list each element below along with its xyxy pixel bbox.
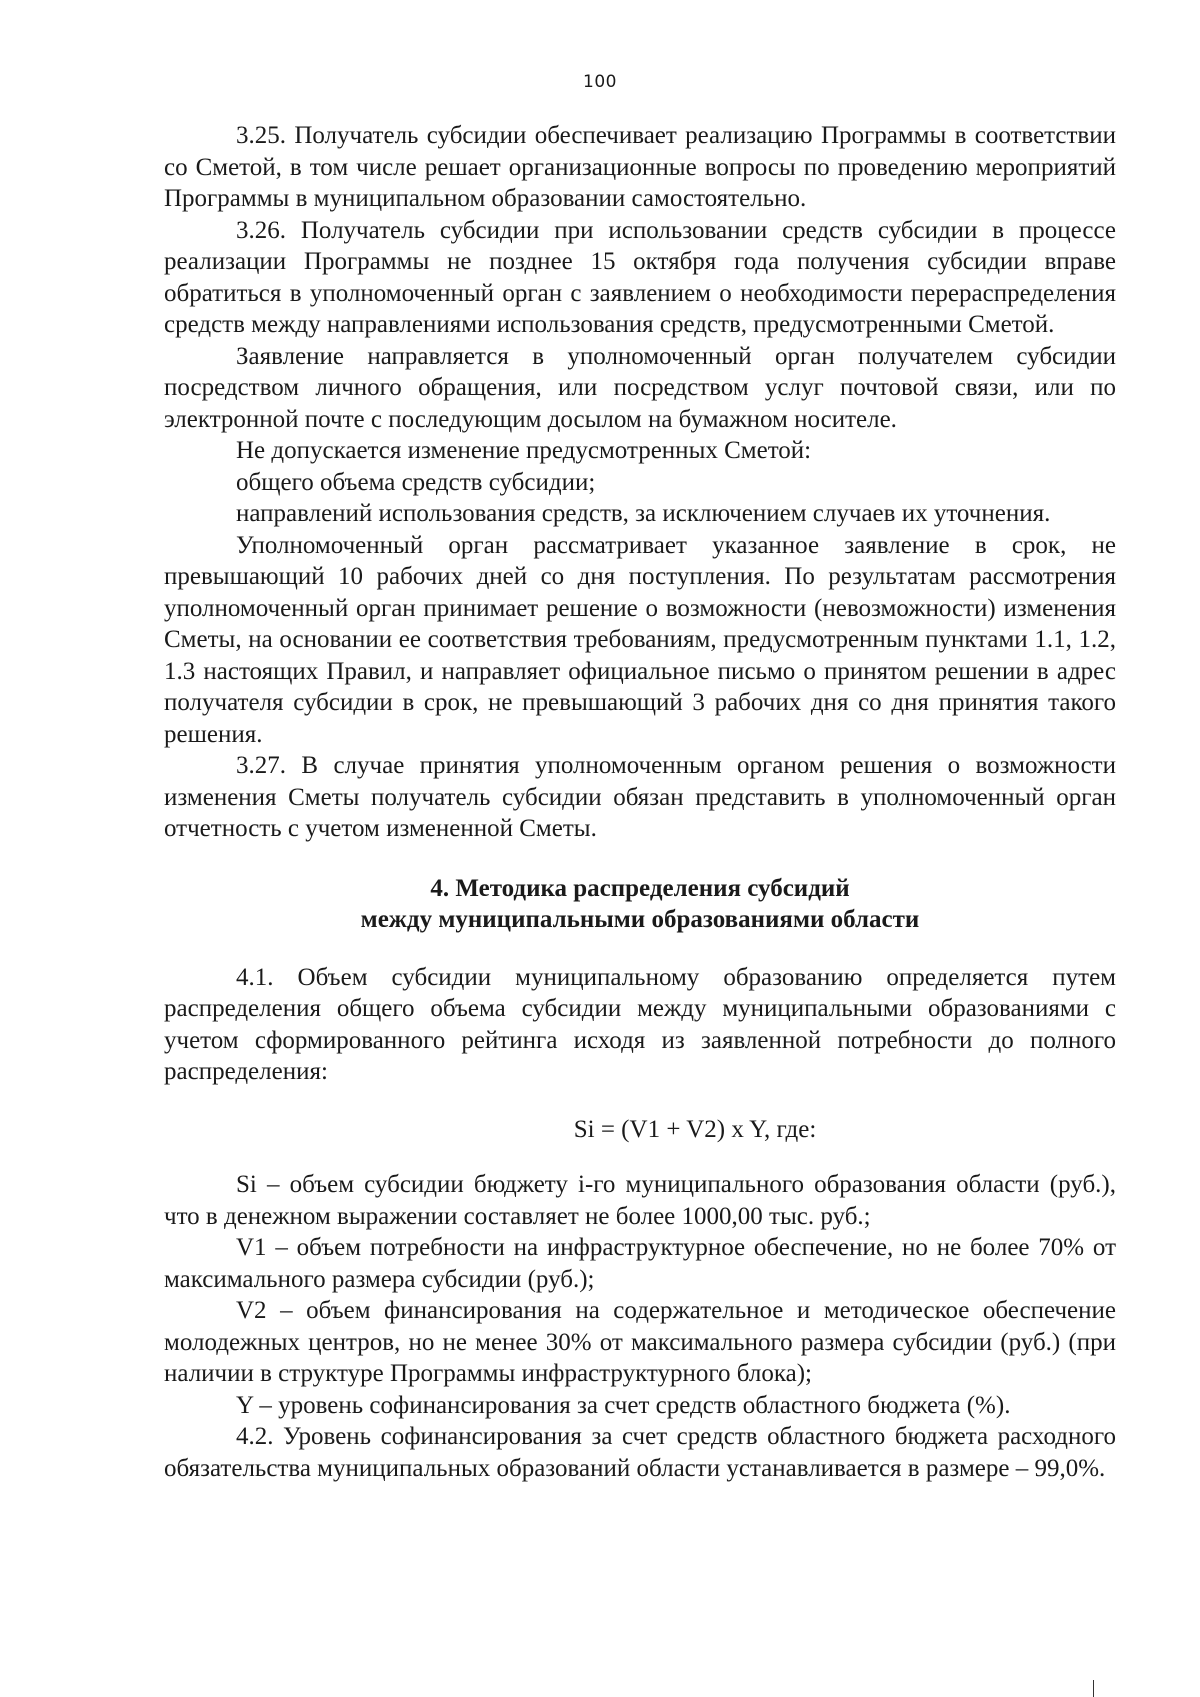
page-number: 100 [583,72,617,92]
definition-y: Y – уровень софинансирования за счет средств областного бюджета (%). [236,1391,1011,1419]
list-item-total-volume: общего объема средств субсидии; [236,468,596,496]
list-item-directions: направлений использования средств, за исключением случаев их уточнения. [236,500,1051,527]
paragraph-not-allowed: Не допускается изменение предусмотренных Сметой: [236,437,812,464]
definition-si: Si – объем субсидии бюджету i-го муниципального образования области (руб.), что в денежном выражении составляет не более 1000,00 тыс. руб.; [164,1171,1116,1230]
definition-v2: V2 – объем финансирования на содержательное и методическое обеспечение молодежных центров, но не менее 30% от максимального размера субсидии (руб.) (при наличии в структуре Программы инфраструктурного блока); [164,1297,1116,1387]
paragraph-review: Уполномоченный орган рассматривает указанное заявление в срок, не превышающий 10 рабочих дней со дня поступления. По результатам рассмотрения уполномоченный орган принимает решение о возможности (невозможности) изменения Сметы, на основании ее соответствия требованиям, предусмотренным пунктами 1.1, 1.2, 1.3 настоящих Правил, и направляет официальное письмо о принятом решении в адрес получателя субсидии в срок, не превышающий 3 рабочих дня со дня принятия такого решения. [164,531,1116,748]
paragraph-3-27: 3.27. В случае принятия уполномоченным органом решения о возможности изменения Сметы получатель субсидии обязан представить в уполномоченный орган отчетность с учетом измененной Сметы. [164,752,1116,842]
paragraph-3-25: 3.25. Получатель субсидии обеспечивает реализацию Программы в соответствии со Сметой, в том числе решает организационные вопросы по проведению мероприятий Программы в муниципальном образовании самостоятельно. [164,122,1116,212]
scan-margin-mark [1093,1680,1094,1697]
formula: Si = (V1 + V2) x Y, где: [573,1115,817,1143]
paragraph-3-26: 3.26. Получатель субсидии при использовании средств субсидии в процессе реализации Программы не позднее 15 октября года получения субсидии вправе обратиться в уполномоченный орган с заявлением о необходимости перераспределения средств между направлениями использования средств, предусмотренными Сметой. [164,216,1116,338]
document-body [164,120,1116,1484]
paragraph-4-2: 4.2. Уровень софинансирования за счет средств областного бюджета расходного обязательства муниципальных образований области устанавливается в размере – 99,0%. [164,1423,1116,1482]
section-4-title [164,873,1116,936]
section-4-title-line-1: 4. Методика распределения субсидий [430,874,850,902]
paragraph-application: Заявление направляется в уполномоченный орган получателем субсидии посредством личного обращения, или посредством услуг почтовой связи, или по электронной почте с последующим досылом на бумажном носителе. [164,342,1116,433]
definition-v1: V1 – объем потребности на инфраструктурное обеспечение, но не более 70% от максимального размера субсидии (руб.); [164,1234,1116,1293]
section-4-title-line-2: между муниципальными образованиями области [360,906,920,933]
paragraph-4-1: 4.1. Объем субсидии муниципальному образованию определяется путем распределения общего объема субсидии между муниципальными образованиями с учетом сформированного рейтинга исходя из заявленной потребности до полного распределения: [164,963,1116,1085]
